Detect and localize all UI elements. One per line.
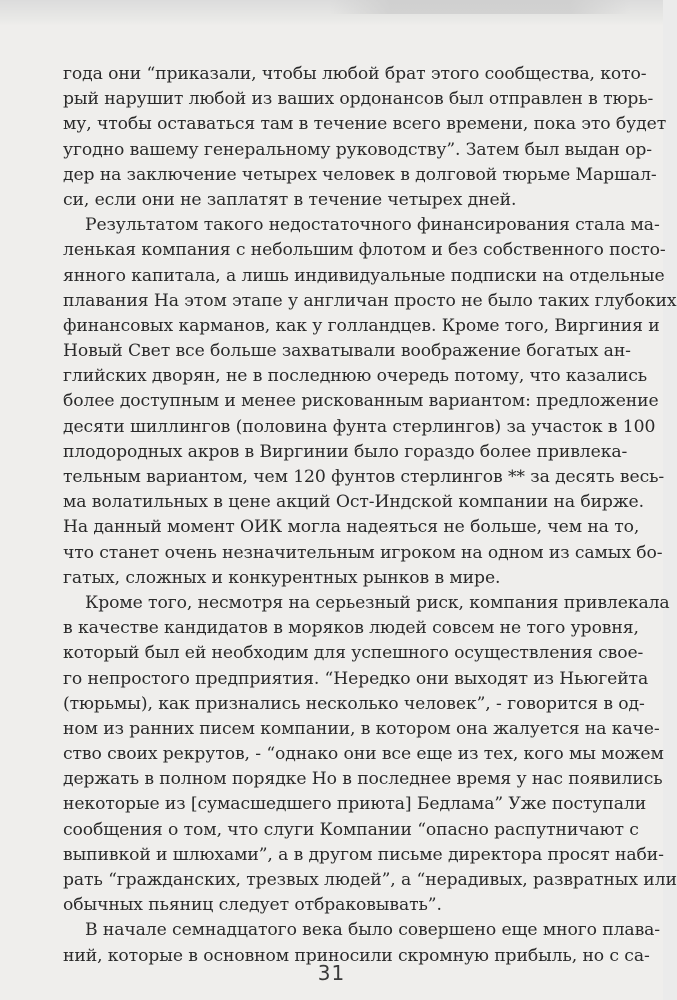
text-line: сообщения о том, что слуги Компании “опасно распутничают с (63, 819, 639, 840)
text-line: года они “приказали, чтобы любой брат этого сообщества, кото- (63, 64, 647, 84)
text-line: выпивкой и шлюхами”, а в другом письме директора просят наби- (63, 844, 664, 865)
text-line: финансовых карманов, как у голландцев. Кроме того, Виргиния и (63, 315, 660, 336)
text-line: му, чтобы оставаться там в течение всего времени, пока это будет (63, 114, 667, 135)
text-line: В начале семнадцатого века было совершено еще много плава- (85, 920, 661, 941)
text-line: который был ей необходим для успешного осуществления свое- (63, 643, 644, 664)
text-line: На данный момент ОИК могла надеяться не больше, чем на то, (63, 517, 640, 538)
text-line: обычных пьяниц следует отбраковывать”. (63, 895, 442, 916)
text-line: ма волатильных в цене акций Ост-Индской компании на бирже. (63, 492, 644, 513)
text-line: дер на заключение четырех человек в долговой тюрьме Маршал- (63, 164, 657, 185)
text-line: янного капитала, а лишь индивидуальные подписки на отдельные (63, 265, 665, 286)
header-faded-text (330, 0, 630, 14)
text-line: рый нарушит любой из ваших ордонансов был отправлен в тюрь- (63, 89, 654, 110)
text-line: более доступным и менее рискованным вариантом: предложение (63, 391, 659, 412)
text-line: рать “гражданских, трезвых людей”, а “нерадивых, развратных или (63, 870, 677, 890)
text-line: плодородных акров в Виргинии было гораздо более привлека- (63, 441, 628, 462)
text-line: ство своих рекрутов, - “однако они все еще из тех, кого мы можем (63, 744, 664, 765)
text-line: плавания На этом этапе у англичан просто не было таких глубоких (63, 290, 677, 311)
text-line: некоторые из [сумасшедшего приюта] Бедлама” Уже поступали (63, 794, 647, 815)
header-bleed-strip (0, 0, 663, 26)
text-line: держать в полном порядке Но в последнее время у нас появились (63, 769, 663, 790)
text-line: глийских дворян, не в последнюю очередь потому, что казались (63, 366, 648, 387)
body-text (63, 62, 677, 969)
text-line: что станет очень незначительным игроком на одном из самых бо- (63, 542, 663, 563)
text-line: десяти шиллингов (половина фунта стерлингов) за участок в 100 (63, 416, 656, 437)
text-line: (тюрьмы), как признались несколько человек”, - говорится в од- (63, 693, 645, 714)
text-line: в качестве кандидатов в моряков людей совсем не того уровня, (63, 618, 639, 639)
text-line: гатых, сложных и конкурентных рынков в мире. (63, 567, 501, 588)
text-line: го непростого предприятия. “Нередко они выходят из Ньюгейта (63, 668, 649, 689)
text-line: Результатом такого недостаточного финансирования стала ма- (85, 215, 660, 236)
text-line: угодно вашему генеральному руководству”. Затем был выдан ор- (63, 139, 653, 160)
text-line: ном из ранних писем компании, в котором она жалуется на каче- (63, 718, 660, 739)
page-number: 31 (317, 961, 346, 985)
text-line: Кроме того, несмотря на серьезный риск, компания привлекала (85, 592, 670, 613)
text-line: си, если они не заплатят в течение четырех дней. (63, 189, 517, 210)
text-line: Новый Свет все больше захватывали воображение богатых ан- (63, 341, 631, 362)
text-line: ленькая компания с небольшим флотом и без собственного посто- (63, 240, 666, 261)
text-line: тельным вариантом, чем 120 фунтов стерлингов ** за десять весь- (63, 467, 665, 487)
text-line: ний, которые в основном приносили скромную прибыль, но с са- (63, 945, 650, 966)
